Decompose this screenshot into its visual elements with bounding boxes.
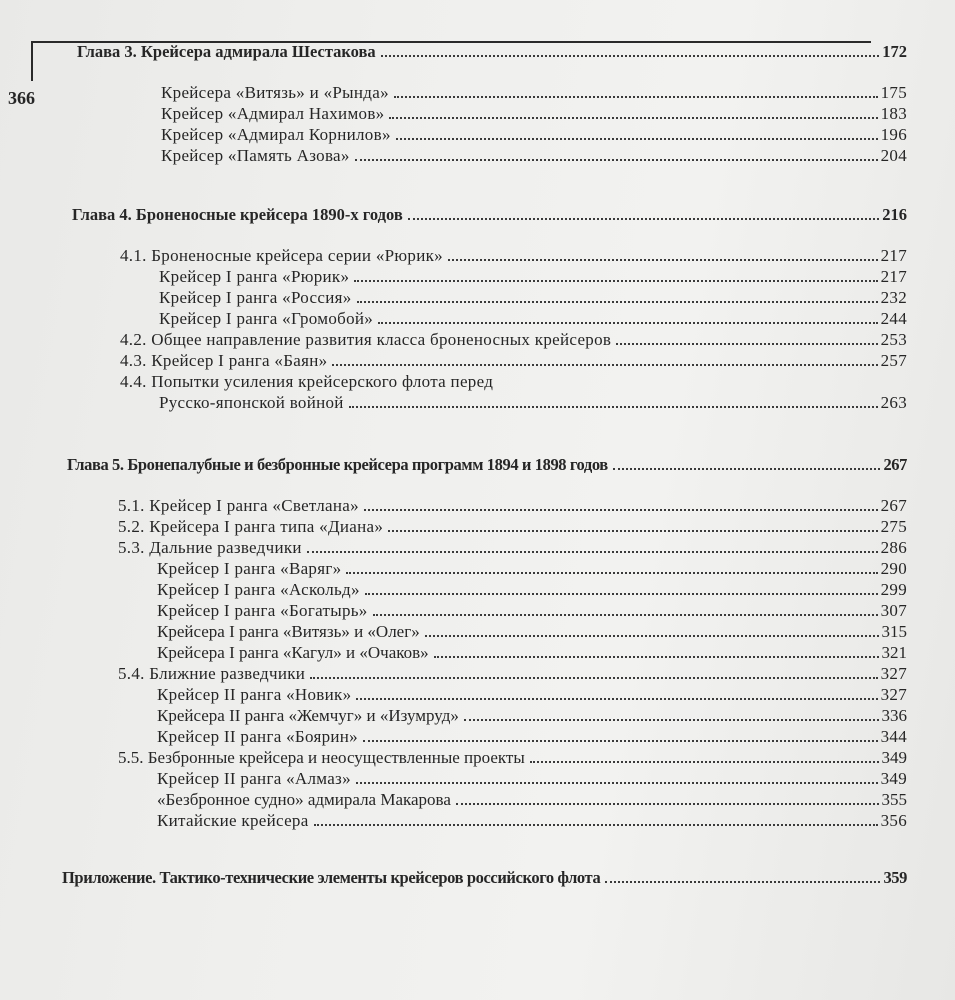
toc-entry[interactable]: 5.4. Ближние разведчики 327	[118, 664, 907, 683]
dot-leader	[354, 280, 877, 282]
toc-entry[interactable]: Крейсера «Витязь» и «Рында» 175	[161, 83, 907, 102]
dot-leader	[310, 677, 877, 679]
dot-leader	[364, 509, 878, 511]
toc-entry[interactable]: 5.1. Крейсер I ранга «Светлана» 267	[118, 496, 907, 515]
dot-leader	[346, 572, 877, 574]
toc-entry[interactable]: Крейсера I ранга «Кагул» и «Очаков» 321	[157, 643, 907, 662]
toc-chapter-title: Глава 3. Крейсера адмирала Шестакова	[77, 42, 376, 61]
dot-leader	[356, 782, 878, 784]
dot-leader	[332, 364, 877, 366]
dot-leader	[448, 259, 878, 261]
dot-leader	[408, 218, 880, 220]
dot-leader	[425, 635, 879, 637]
toc-entry[interactable]: Крейсер «Память Азова» 204	[161, 146, 907, 165]
dot-leader	[456, 803, 879, 805]
dot-leader	[355, 159, 878, 161]
toc-entry[interactable]: Крейсер I ранга «Аскольд» 299	[157, 580, 907, 599]
toc-entry[interactable]: Крейсер I ранга «Богатырь» 307	[157, 601, 907, 620]
dot-leader	[434, 656, 879, 658]
toc-chapter-3[interactable]	[77, 40, 907, 62]
toc-entry[interactable]: «Безбронное судно» адмирала Макарова 355	[157, 790, 907, 809]
toc-entry[interactable]: Крейсер II ранга «Боярин» 344	[157, 727, 907, 746]
dot-leader	[616, 343, 877, 345]
toc-appendix-title: Приложение. Тактико-технические элементы крейсеров российского флота	[62, 868, 601, 887]
dot-leader	[605, 881, 880, 883]
toc-entry-heading[interactable]: 4.4. Попытки усиления крейсерского флота перед	[120, 372, 494, 391]
toc-page-number: 359	[883, 868, 907, 887]
dot-leader	[378, 322, 878, 324]
toc-entry[interactable]: Русско-японской войной 263	[159, 393, 907, 412]
toc-entry[interactable]: Крейсер II ранга «Новик» 327	[157, 685, 907, 704]
toc-entry[interactable]: 5.3. Дальние разведчики 286	[118, 538, 907, 557]
toc-entry[interactable]: Китайские крейсера 356	[157, 811, 907, 830]
dot-leader	[613, 468, 881, 470]
dot-leader	[349, 406, 878, 408]
dot-leader	[464, 719, 879, 721]
dot-leader	[394, 96, 878, 98]
toc-page-number: 216	[882, 205, 907, 224]
dot-leader	[396, 138, 878, 140]
toc-entry[interactable]: Крейсер I ранга «Россия» 232	[159, 288, 907, 307]
dot-leader	[363, 740, 878, 742]
toc-appendix[interactable]	[62, 866, 907, 888]
dot-leader	[357, 301, 878, 303]
toc-entry[interactable]: Крейсера II ранга «Жемчуг» и «Изумруд» 336	[157, 706, 907, 725]
toc-entry[interactable]: 5.5. Безбронные крейсера и неосуществленные проекты 349	[118, 748, 907, 767]
dot-leader	[365, 593, 878, 595]
dot-leader	[373, 614, 878, 616]
toc-page-number: 267	[883, 455, 907, 474]
dot-leader	[314, 824, 878, 826]
toc-entry[interactable]: Крейсер II ранга «Алмаз» 349	[157, 769, 907, 788]
page-number: 366	[8, 88, 35, 108]
toc-chapter-title: Глава 4. Броненосные крейсера 1890-х годов	[72, 205, 403, 224]
toc-entry[interactable]: 4.2. Общее направление развития класса броненосных крейсеров 253	[120, 330, 907, 349]
toc-chapter-title: Глава 5. Бронепалубные и безбронные крейсера программ 1894 и 1898 годов	[67, 455, 608, 474]
toc-entry[interactable]: Крейсер «Адмирал Нахимов» 183	[161, 104, 907, 123]
toc-chapter-4[interactable]	[72, 203, 907, 225]
dot-leader	[389, 117, 877, 119]
dot-leader	[356, 698, 877, 700]
toc-entry[interactable]: Крейсер I ранга «Варяг» 290	[157, 559, 907, 578]
dot-leader	[381, 55, 880, 57]
toc-chapter-5[interactable]	[67, 453, 907, 475]
toc-page-number: 172	[882, 42, 907, 61]
toc-entry[interactable]: Крейсер I ранга «Громобой» 244	[159, 309, 907, 328]
toc-entry[interactable]: 5.2. Крейсера I ранга типа «Диана» 275	[118, 517, 907, 536]
toc-entry[interactable]: Крейсер I ранга «Рюрик» 217	[159, 267, 907, 286]
dot-leader	[530, 761, 879, 763]
toc-entry[interactable]: Крейсера I ранга «Витязь» и «Олег» 315	[157, 622, 907, 641]
dot-leader	[307, 551, 878, 553]
dot-leader	[388, 530, 877, 532]
toc-entry[interactable]: Крейсер «Адмирал Корнилов» 196	[161, 125, 907, 144]
toc-entry[interactable]: 4.3. Крейсер I ранга «Баян» 257	[120, 351, 907, 370]
toc-entry[interactable]: 4.1. Броненосные крейсера серии «Рюрик» 217	[120, 246, 907, 265]
